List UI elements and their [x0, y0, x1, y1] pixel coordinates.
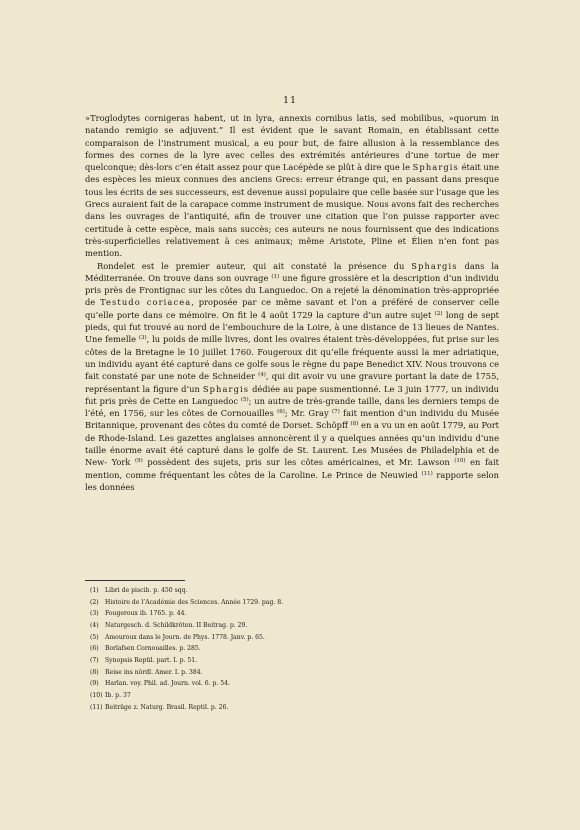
footnote-number: (1) [90, 587, 99, 594]
footnote-ref[interactable]: (11) [421, 470, 433, 477]
paragraph [85, 112, 499, 260]
footnote-text: Reise ins nördl. Amer. I. p. 384. [105, 668, 203, 676]
text-run: ; Mr. Gray [284, 408, 332, 419]
text-run: , proposée par ce même savant et l’on a préféré de conserver celle qu’elle porte dans ce mémoire. On fit le 4 août 1729 la capture d’un autre sujet [85, 297, 499, 320]
footnote-number: (6) [90, 645, 99, 653]
text-run: en a vu un en août 1779, au Port de Rhode-Island. Les gazettes anglaises annoncèrent il y a quelques années qu’un individu d’une taille énorme avait été capturé dans le golfe de St. Laurent. Les Musées de Philadelphia et de New- York [85, 420, 499, 468]
footnote-number: (10) [90, 691, 103, 699]
footnote [90, 632, 490, 644]
footnote [90, 643, 490, 655]
footnote-text: Histoire de l’Académie des Sciences. Année 1729. pag. 8. [105, 598, 284, 606]
text-run: ; un autre de très-grande taille, dans les derniers temps de l’été, en 1756, sur les côtes de Cornouailles [85, 395, 499, 419]
footnote-number: (5) [90, 633, 99, 641]
spaced-term: Sphargis [202, 383, 250, 394]
footnote [90, 608, 490, 620]
text-run: rapporte selon les données [85, 469, 499, 492]
footnote [90, 597, 490, 609]
footnote [90, 678, 490, 690]
footnote [90, 585, 490, 597]
footnote-text: Harlan. voy. Phil. ad. Journ. vol. 6. p. 54. [105, 680, 230, 688]
footnote [90, 667, 490, 679]
text-run: , qui dit avoir vu une gravure portant la date de 1755, représentant la figure d’un [85, 371, 499, 394]
footnote-text: Libri de piscib. p. 450 sqq. [105, 587, 188, 594]
footnote-text: Beiträge z. Naturg. Brasil. Reptil. p. 26. [105, 703, 229, 711]
footnote-ref[interactable]: (7) [331, 409, 340, 416]
footnote [90, 690, 490, 702]
footnote-number: (4) [90, 621, 99, 629]
footnote-number: (9) [90, 680, 99, 688]
footnote [90, 702, 490, 714]
footnote-ref[interactable]: (8) [350, 421, 359, 428]
footnote-ref[interactable]: (6) [277, 409, 285, 416]
footnote-number: (8) [90, 668, 99, 676]
spaced-term: Sphargis [411, 260, 458, 271]
text-run: dédiée au pape susmentionné. Le 3 juin 1777, un individu fut pris près de Cette en Languedoc [85, 383, 499, 406]
text-run: fait mention d’un individu du Musée Britannique, provenant des côtes du comté de Dorset. Schöpff [85, 408, 499, 431]
footnote-ref[interactable]: (5) [240, 396, 249, 403]
text-run: possèdent des sujets, pris sur les côtes américaines, et Mr. Lawson [142, 457, 455, 468]
text-run: dans la Méditerranée. On trouve dans son ouvrage [85, 260, 499, 283]
footnote [90, 620, 490, 632]
paragraph [85, 260, 499, 494]
text-run: était une des espèces les mieux connues des anciens Grecs: erreur étrange qui, en passant dans presque tous les écrits de ses successeurs, est devenue aussi populaire que celle basée sur l’usage que les Grecs auraient fait de la carapace comme instrument de musique. Nous avons fait des recherches dans les ouvrages de l’antiquité, afin de trouver une citation que l’on puisse rapporter avec certitude à cette espèce, mais sans succès; ces auteurs ne nous fournissent que des indications très-superficielles relativement à ces animaux; même Aristote, Pline et Élien n’en font pas mention. [85, 162, 499, 259]
footnote-ref[interactable]: (4) [258, 372, 266, 379]
text-run: , lu poids de mille livres, dont les ovaires étaient très-développées, fut prise sur les côtes de la Bretagne le 10 juillet 1760. Fougeroux dit qu’elle fréquente aussi la mer adriatique, un individu ayant été capturé dans ce golfe sous le règne du pape Benedict XIV. Nous trouvons ce fait constaté par une note de Schneider [85, 334, 500, 382]
footnote-number: (11) [90, 703, 103, 711]
footnote-separator [85, 580, 185, 581]
footnote-number: (7) [90, 656, 99, 664]
footnote-ref[interactable]: (1) [271, 273, 280, 280]
footnote-number: (2) [90, 598, 99, 606]
footnote-ref[interactable]: (9) [135, 458, 143, 465]
text-run: Rondelet est le premier auteur, qui ait constaté la présence du [97, 260, 412, 271]
footnote-ref[interactable]: (2) [434, 310, 443, 317]
spaced-term: Sphargis [412, 162, 459, 173]
page-number: 11 [282, 95, 298, 106]
footnote-text: Amouroux dans le Journ. de Phys. 1778. Janv. p. 65. [105, 633, 265, 641]
footnote-text: Fougeroux ib. 1765. p. 44. [105, 610, 187, 618]
footnote [90, 655, 490, 667]
footnote-ref[interactable]: (10) [454, 458, 466, 465]
spaced-term: Testudo coriacea [100, 297, 192, 308]
text-run: une figure grossière et la description d’un individu pris près de Frontignac sur les côtes du Languedoc. On a rejeté la dénomination très-appropriée de [85, 272, 499, 308]
footnote-ref[interactable]: (3) [138, 335, 147, 342]
footnotes [90, 585, 490, 713]
footnote-text: Synopsis Reptil. part. I. p. 51. [105, 656, 198, 664]
text-run: long de sept pieds, qui fut trouvé au nord de l’embouchure de la Loire, à une distance de 13 lieues de Nantes. Une femelle [85, 309, 500, 345]
footnote-number: (3) [90, 610, 99, 618]
footnote-text: Borlafsen Cornouailles. p. 285. [105, 645, 201, 653]
footnote-text: Naturgesch. d. Schildkröten. II Beitrag. p. 29. [105, 621, 248, 629]
footnote-text: Ib. p. 37 [105, 691, 131, 699]
body-text [85, 112, 499, 493]
text-run: en fait mention, comme fréquentant les côtes de la Caroline. Le Prince de Neuwied [85, 457, 499, 480]
text-run: »Troglodytes cornigeras habent, ut in lyra, annexis cornibus latis, sed mobilibus, »quorum in natando remigio se adjuvent.” Il est évident que le savant Romain, en établissant cette comparaison de l’instrument musical, a eu pour but, de faire allusion à la ressemblance des formes des cornes de la lyre avec celles des extrémités antérieures d’une tortue de mer quelconque; dès-lors c’en était assez pour que Lacépède se plût à dire que le [85, 113, 499, 173]
